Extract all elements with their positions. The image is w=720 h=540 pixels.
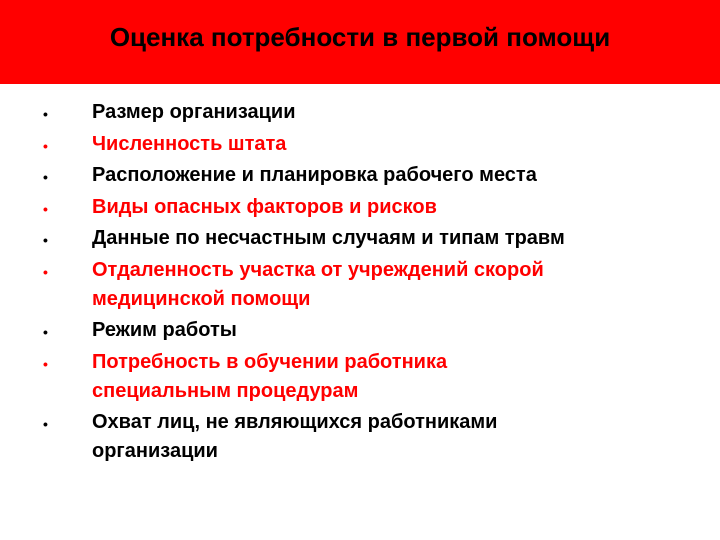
bullet-text: Потребность в обучении работника: [92, 350, 448, 373]
bullet-item: [0, 224, 720, 253]
bullet-text: Данные по несчастным случаям и типам травм: [92, 227, 565, 249]
bullet-text: Охват лиц, не являющихся работниками: [92, 411, 498, 433]
bullet-dot-icon: •: [43, 106, 48, 122]
bullet-dot-icon: •: [43, 137, 48, 154]
bullet-dot-icon: •: [43, 169, 48, 185]
bullet-item: [0, 348, 720, 406]
bullet-item: [0, 256, 720, 314]
bullet-dot-icon: •: [43, 200, 48, 217]
bullet-item: [0, 316, 720, 345]
bullet-text: организации: [92, 440, 218, 462]
bullet-item: [0, 98, 720, 127]
bullet-item: [0, 161, 720, 190]
slide-title: Оценка потребности в первой помощи: [109, 22, 611, 52]
bullet-text: Отдаленность участка от учреждений скорой: [92, 258, 544, 281]
bullet-list: [0, 98, 720, 469]
bullet-dot-icon: •: [43, 355, 48, 372]
bullet-dot-icon: •: [43, 416, 48, 432]
bullet-item: [0, 193, 720, 222]
bullet-text: медицинской помощи: [92, 287, 311, 310]
bullet-text: Виды опасных факторов и рисков: [92, 195, 437, 218]
bullet-item: [0, 130, 720, 159]
bullet-dot-icon: •: [43, 324, 48, 340]
bullet-item: [0, 408, 720, 466]
bullet-dot-icon: •: [43, 263, 48, 280]
bullet-text: Численность штата: [92, 132, 287, 155]
bullet-text: Размер организации: [92, 101, 296, 123]
title-bar: [0, 0, 720, 84]
bullet-text: специальным процедурам: [92, 379, 359, 402]
bullet-text: Расположение и планировка рабочего места: [92, 164, 537, 186]
bullet-dot-icon: •: [43, 232, 48, 248]
bullet-text: Режим работы: [92, 319, 237, 341]
